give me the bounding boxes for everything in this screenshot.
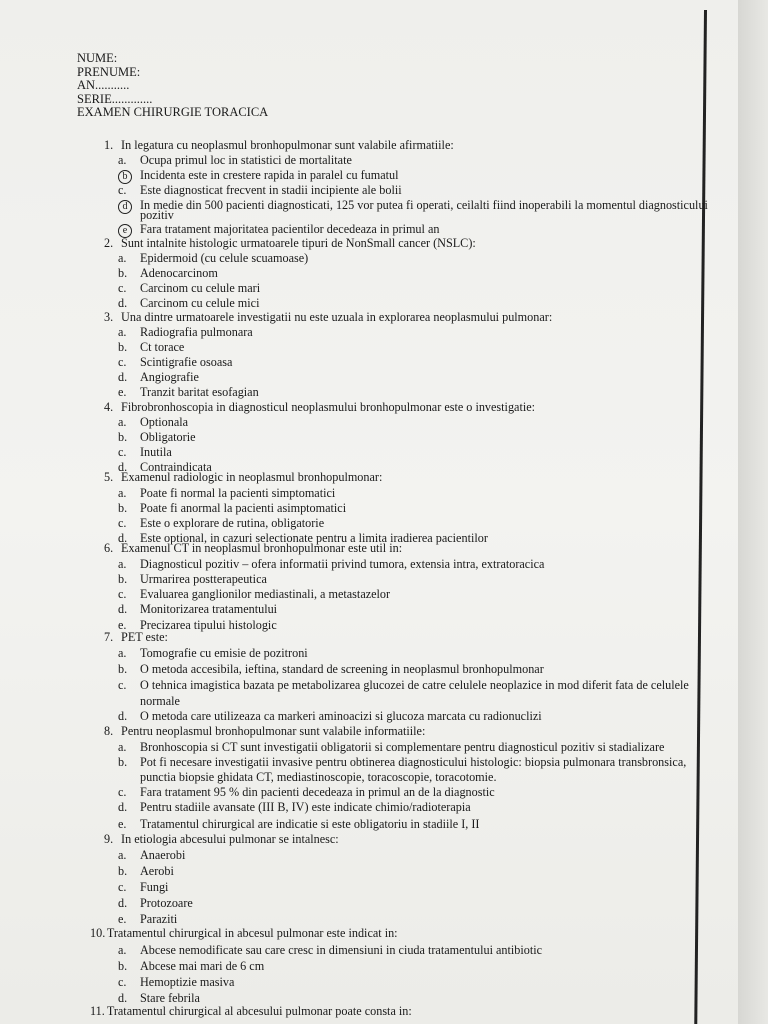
option-letter: a. bbox=[118, 153, 127, 167]
option-letter: c. bbox=[118, 516, 127, 530]
option-text: Tomografie cu emisie de pozitroni bbox=[140, 646, 308, 660]
answer-option bbox=[118, 516, 324, 531]
answer-option bbox=[118, 325, 253, 340]
option-letter: d. bbox=[118, 896, 128, 910]
option-letter: b. bbox=[118, 755, 128, 769]
answer-option bbox=[118, 709, 542, 724]
question-number: 10. bbox=[90, 926, 106, 940]
option-text: Este diagnosticat frecvent in stadii incipiente ale bolii bbox=[140, 183, 402, 197]
option-text: Protozoare bbox=[140, 896, 193, 910]
answer-option bbox=[118, 183, 402, 198]
question-number: 7. bbox=[104, 630, 114, 644]
option-letter: c. bbox=[118, 785, 127, 799]
question-10 bbox=[90, 926, 398, 941]
option-letter: c. bbox=[118, 183, 127, 197]
answer-option bbox=[118, 251, 308, 266]
question-text: Tratamentul chirurgical in abcesul pulmonar este indicat in: bbox=[104, 926, 398, 940]
option-letter: b. bbox=[118, 572, 128, 586]
option-letter: e. bbox=[118, 618, 127, 632]
option-text: Abcese mai mari de 6 cm bbox=[140, 959, 265, 973]
answer-option bbox=[118, 153, 352, 168]
option-text: Pot fi necesare investigatii invasive pentru obtinerea diagnosticului histologic: biopsia pulmonara transbronsica, bbox=[140, 755, 687, 769]
option-letter bbox=[118, 168, 140, 184]
question-text: Pentru neoplasmul bronhopulmonar sunt valabile informatiile: bbox=[118, 724, 426, 738]
option-text: Radiografia pulmonara bbox=[140, 325, 253, 339]
answer-option bbox=[118, 864, 174, 879]
option-letter: e. bbox=[118, 817, 127, 831]
paper-edge bbox=[738, 0, 768, 1024]
answer-option bbox=[118, 385, 259, 400]
option-text: Evaluarea ganglionilor mediastinali, a metastazelor bbox=[140, 587, 391, 601]
option-text: Incidenta este in crestere rapida in paralel cu fumatul bbox=[140, 168, 399, 182]
option-letter: d. bbox=[118, 296, 128, 310]
option-text: Fara tratament 95 % din pacienti decedeaza in primul an de la diagnostic bbox=[140, 785, 495, 799]
option-text: Ct torace bbox=[140, 340, 185, 354]
option-letter: c. bbox=[118, 281, 127, 295]
question-3 bbox=[104, 310, 552, 325]
option-text-continuation: punctia biopsie ghidata CT, mediastinoscopie, toracoscopie, toracotomie. bbox=[140, 770, 497, 784]
option-text: Contraindicata bbox=[140, 460, 212, 474]
question-number: 2. bbox=[104, 236, 114, 250]
option-letter: d. bbox=[118, 800, 128, 814]
option-text: Aerobi bbox=[140, 864, 174, 878]
option-letter: c. bbox=[118, 355, 127, 369]
option-letter: b. bbox=[118, 266, 128, 280]
option-letter: d. bbox=[118, 602, 128, 616]
option-text: Diagnosticul pozitiv – ofera informatii privind tumora, extensia intra, extratoracica bbox=[140, 557, 545, 571]
option-text: Monitorizarea tratamentului bbox=[140, 602, 278, 616]
question-text: Tratamentul chirurgical al abcesului pulmonar poate consta in: bbox=[104, 1004, 412, 1018]
answer-option bbox=[118, 266, 218, 281]
question-text: In legatura cu neoplasmul bronhopulmonar sunt valabile afirmatiile: bbox=[118, 138, 454, 152]
field-nume: NUME: bbox=[77, 51, 118, 65]
question-4 bbox=[104, 400, 535, 415]
option-letter: a. bbox=[118, 740, 127, 754]
option-letter: a. bbox=[118, 251, 127, 265]
option-text: Hemoptizie masiva bbox=[140, 975, 235, 989]
option-letter: c. bbox=[118, 587, 127, 601]
option-letter: c. bbox=[118, 880, 127, 894]
answer-option bbox=[118, 501, 346, 516]
answer-option bbox=[118, 430, 196, 445]
option-letter: d. bbox=[118, 991, 128, 1005]
question-text: Examenul radiologic in neoplasmul bronhopulmonar: bbox=[118, 470, 383, 484]
question-number: 4. bbox=[104, 400, 114, 414]
option-text: Bronhoscopia si CT sunt investigatii obligatorii si complementare pentru diagnosticul pozitiv si stadializare bbox=[140, 740, 665, 754]
option-text: Tranzit baritat esofagian bbox=[140, 385, 259, 399]
answer-option bbox=[118, 168, 399, 184]
option-text: Poate fi anormal la pacienti asimptomatici bbox=[140, 501, 347, 515]
option-text: Este o explorare de rutina, obligatorie bbox=[140, 516, 325, 530]
question-number: 5. bbox=[104, 470, 114, 484]
answer-option bbox=[118, 198, 708, 214]
option-text: Scintigrafie osoasa bbox=[140, 355, 233, 369]
answer-option bbox=[118, 912, 177, 927]
option-text: Ocupa primul loc in statistici de mortalitate bbox=[140, 153, 352, 167]
option-letter: e. bbox=[118, 912, 127, 926]
option-letter: b. bbox=[118, 864, 128, 878]
answer-option bbox=[118, 355, 232, 370]
answer-option bbox=[118, 296, 259, 311]
answer-option bbox=[118, 340, 184, 355]
answer-option bbox=[118, 817, 479, 832]
question-text: Examenul CT in neoplasmul bronhopulmonar este util in: bbox=[118, 541, 403, 555]
option-text: Precizarea tipului histologic bbox=[140, 618, 277, 632]
answer-option bbox=[118, 848, 185, 863]
option-text: O metoda care utilizeaza ca markeri aminoacizi si glucoza marcata cu radionuclizi bbox=[140, 709, 542, 723]
option-text: Obligatorie bbox=[140, 430, 196, 444]
question-5 bbox=[104, 470, 382, 485]
option-text: Optionala bbox=[140, 415, 189, 429]
option-text: Inutila bbox=[140, 445, 172, 459]
question-text: PET este: bbox=[118, 630, 168, 644]
option-text: Fungi bbox=[140, 880, 169, 894]
option-text: Epidermoid (cu celule scuamoase) bbox=[140, 251, 309, 265]
option-text: O tehnica imagistica bazata pe metabolizarea glucozei de catre celulele neoplazice in mod diferit fata de celulele bbox=[140, 678, 689, 692]
option-text: Fara tratament majoritatea pacientilor decedeaza in primul an bbox=[140, 222, 440, 236]
option-letter: b. bbox=[118, 430, 128, 444]
answer-option bbox=[118, 800, 471, 815]
circled-answer-mark: e bbox=[118, 224, 132, 238]
question-text: Una dintre urmatoarele investigatii nu este uzuala in explorarea neoplasmului pulmonar: bbox=[118, 310, 553, 324]
answer-option bbox=[118, 943, 542, 958]
option-text-continuation: pozitiv bbox=[140, 208, 174, 222]
question-number: 3. bbox=[104, 310, 114, 324]
field-prenume: PRENUME: bbox=[77, 64, 141, 79]
circled-answer-mark: b bbox=[118, 170, 132, 184]
answer-option bbox=[118, 755, 686, 770]
question-9 bbox=[104, 832, 339, 847]
answer-option bbox=[118, 880, 168, 895]
question-text: Fibrobronhoscopia in diagnosticul neoplasmului bronhopulmonar este o investigatie: bbox=[118, 400, 536, 414]
answer-option bbox=[118, 587, 390, 602]
option-letter: b. bbox=[118, 501, 128, 515]
answer-option bbox=[118, 557, 544, 572]
answer-option bbox=[118, 975, 234, 990]
option-text: Urmarirea postterapeutica bbox=[140, 572, 267, 586]
question-8 bbox=[104, 724, 425, 739]
question-1 bbox=[104, 138, 454, 153]
answer-option bbox=[118, 785, 495, 800]
option-letter: d. bbox=[118, 531, 128, 545]
option-text: Poate fi normal la pacienti simptomatici bbox=[140, 486, 336, 500]
option-letter: d. bbox=[118, 460, 128, 474]
answer-option bbox=[118, 662, 544, 677]
option-text: Este optional, in cazuri selectionate pentru a limita iradierea pacientilor bbox=[140, 531, 488, 545]
option-letter: e. bbox=[118, 385, 127, 399]
answer-option bbox=[118, 445, 172, 460]
answer-option bbox=[118, 740, 664, 755]
option-letter: a. bbox=[118, 557, 127, 571]
option-text-continuation: normale bbox=[140, 694, 180, 708]
option-letter: d. bbox=[118, 370, 128, 384]
option-letter: b. bbox=[118, 959, 128, 973]
option-letter: b. bbox=[118, 340, 128, 354]
answer-option bbox=[118, 959, 264, 974]
answer-option bbox=[118, 370, 199, 385]
option-text: Carcinom cu celule mici bbox=[140, 296, 260, 310]
answer-option bbox=[118, 896, 193, 911]
question-2 bbox=[104, 236, 476, 251]
answer-option bbox=[118, 486, 335, 501]
option-letter: a. bbox=[118, 486, 127, 500]
option-letter: b. bbox=[118, 662, 128, 676]
question-number: 6. bbox=[104, 541, 114, 555]
answer-option bbox=[118, 602, 277, 617]
answer-option bbox=[118, 678, 689, 693]
answer-option bbox=[118, 281, 260, 296]
question-text: Sunt intalnite histologic urmatoarele tipuri de NonSmall cancer (NSLC): bbox=[118, 236, 476, 250]
option-letter: d. bbox=[118, 709, 128, 723]
option-text: O metoda accesibila, ieftina, standard de screening in neoplasmul bronhopulmonar bbox=[140, 662, 544, 676]
option-text: Angiografie bbox=[140, 370, 199, 384]
question-7 bbox=[104, 630, 168, 645]
option-letter: c. bbox=[118, 975, 127, 989]
option-letter bbox=[118, 198, 140, 214]
option-letter: a. bbox=[118, 646, 127, 660]
field-serie: SERIE............. bbox=[77, 91, 153, 106]
question-6 bbox=[104, 541, 402, 556]
option-text: In medie din 500 pacienti diagnosticati, 125 vor putea fi operati, ceilalti fiind inoperabili la momentul diagnosticului bbox=[140, 198, 708, 212]
option-text: Anaerobi bbox=[140, 848, 186, 862]
option-text: Abcese nemodificate sau care cresc in dimensiuni in ciuda tratamentului antibiotic bbox=[140, 943, 543, 957]
exam-title: EXAMEN CHIRURGIE TORACICA bbox=[77, 105, 269, 119]
option-text: Paraziti bbox=[140, 912, 178, 926]
answer-option bbox=[118, 572, 267, 587]
option-letter: c. bbox=[118, 678, 127, 692]
option-letter: a. bbox=[118, 943, 127, 957]
question-number: 11. bbox=[90, 1004, 105, 1018]
option-letter: c. bbox=[118, 445, 127, 459]
option-letter: a. bbox=[118, 415, 127, 429]
option-letter: a. bbox=[118, 325, 127, 339]
option-text: Stare febrila bbox=[140, 991, 200, 1005]
question-text: In etiologia abcesului pulmonar se intalnesc: bbox=[118, 832, 339, 846]
field-an: AN........... bbox=[77, 78, 130, 92]
question-number: 8. bbox=[104, 724, 114, 738]
option-text: Pentru stadiile avansate (III B, IV) este indicate chimio/radioterapia bbox=[140, 800, 471, 814]
option-letter: a. bbox=[118, 848, 127, 862]
answer-option bbox=[118, 646, 308, 661]
option-text: Adenocarcinom bbox=[140, 266, 218, 280]
option-text: Carcinom cu celule mari bbox=[140, 281, 261, 295]
question-11 bbox=[90, 1004, 412, 1019]
option-text: Tratamentul chirurgical are indicatie si este obligatoriu in stadiile I, II bbox=[140, 817, 480, 831]
answer-option bbox=[118, 415, 188, 430]
circled-answer-mark: d bbox=[118, 200, 132, 214]
question-number: 1. bbox=[104, 138, 114, 152]
question-number: 9. bbox=[104, 832, 114, 846]
